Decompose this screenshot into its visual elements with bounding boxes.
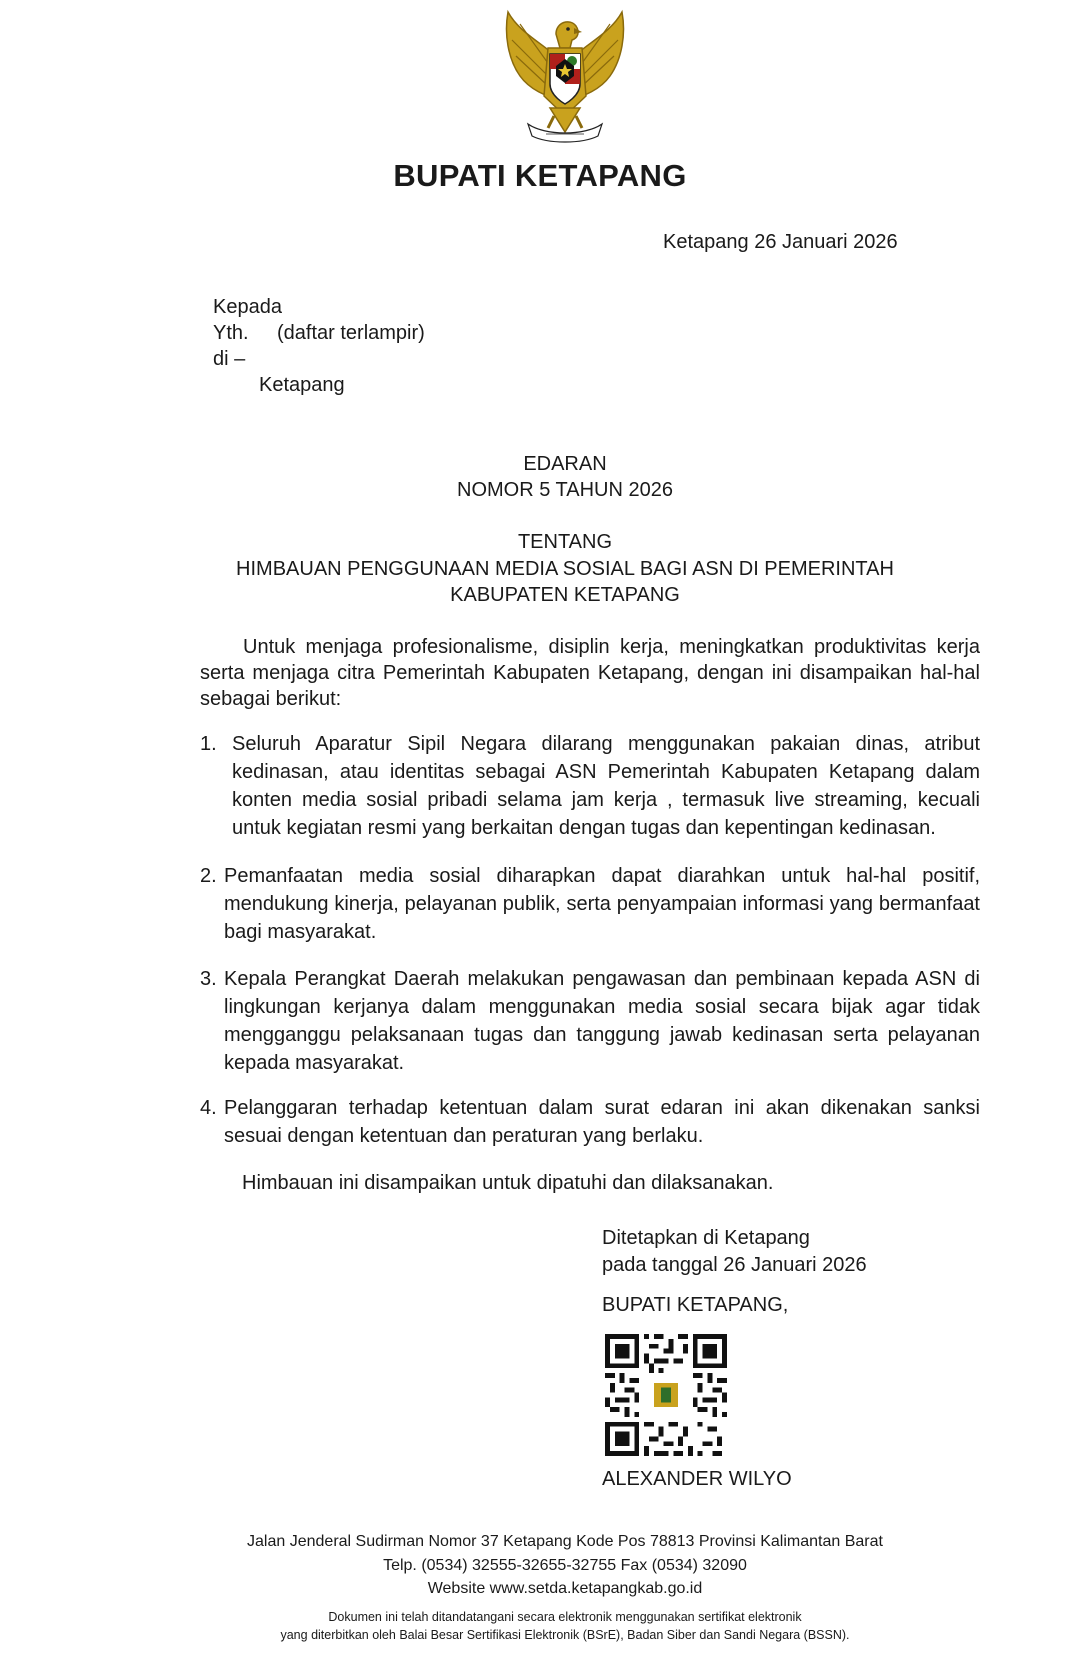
signature-ditetapkan: Ditetapkan di Ketapang bbox=[602, 1227, 810, 1249]
list-item-number: 4. bbox=[200, 1097, 217, 1119]
recipient-place: Ketapang bbox=[259, 374, 345, 396]
footer-esign-note-line2: yang diterbitkan oleh Balai Besar Sertifikasi Elektronik (BSrE), Badan Siber dan Sandi Negara (BSSN). bbox=[280, 1628, 850, 1642]
recipient-di: di – bbox=[213, 348, 246, 370]
footer-esign-note-line1: Dokumen ini telah ditandatangani secara elektronik menggunakan sertifikat elektronik bbox=[328, 1610, 802, 1624]
heading-edaran: EDARAN bbox=[523, 453, 607, 475]
heading-nomor: NOMOR 5 TAHUN 2026 bbox=[457, 479, 673, 501]
recipient-yth-value: (daftar terlampir) bbox=[277, 322, 425, 344]
heading-tentang: TENTANG bbox=[517, 531, 613, 553]
letter-title: BUPATI KETAPANG bbox=[393, 158, 687, 193]
footer-phone: Telp. (0534) 32555-32655-32755 Fax (0534) 32090 bbox=[383, 1557, 747, 1574]
intro-paragraph: Untuk menjaga profesionalisme, disiplin kerja, meningkatkan produktivitas kerja serta menjaga citra Pemerintah Kabupaten Ketapang, dengan ini disampaikan hal-hal sebagai berikut: bbox=[200, 636, 980, 710]
recipient-kepada: Kepada bbox=[213, 296, 282, 318]
recipient-yth: Yth. bbox=[213, 322, 249, 344]
date-line: Ketapang 26 Januari 2026 bbox=[663, 231, 898, 253]
qr-code-signature-icon bbox=[605, 1334, 727, 1456]
list-item-text: Seluruh Aparatur Sipil Negara dilarang menggunakan pakaian dinas, atribut kedinasan, atau identitas sebagai ASN Pemerintah Kabupaten Ketapang dalam konten media sosial pribadi selama jam kerja , termasuk live streaming, kecuali untuk kegiatan resmi yang berkaitan dengan tugas dan kepentingan kedinasan. bbox=[232, 733, 980, 839]
list-item-text: Pelanggaran terhadap ketentuan dalam surat edaran ini akan dikenakan sanksi sesuai dengan ketentuan dan peraturan yang berlaku. bbox=[224, 1097, 980, 1147]
heading-subject-line2: KABUPATEN KETAPANG bbox=[450, 584, 680, 606]
list-item-text: Pemanfaatan media sosial diharapkan dapat diarahkan untuk hal-hal positif, mendukung kinerja, pelayanan publik, serta penyampaian informasi yang bermanfaat bagi masyarakat. bbox=[224, 865, 980, 943]
signer-name: ALEXANDER WILYO bbox=[602, 1468, 792, 1490]
footer-website: Website www.setda.ketapangkab.go.id bbox=[427, 1580, 703, 1597]
heading-subject-line1: HIMBAUAN PENGGUNAAN MEDIA SOSIAL BAGI ASN DI PEMERINTAH bbox=[236, 558, 894, 580]
signature-jabatan: BUPATI KETAPANG, bbox=[602, 1294, 789, 1316]
list-item-number: 3. bbox=[200, 968, 217, 990]
garuda-emblem-icon bbox=[490, 4, 640, 150]
closing-sentence: Himbauan ini disampaikan untuk dipatuhi dan dilaksanakan. bbox=[242, 1172, 774, 1194]
signature-tanggal: pada tanggal 26 Januari 2026 bbox=[602, 1254, 867, 1276]
list-item-text: Kepala Perangkat Daerah melakukan pengawasan dan pembinaan kepada ASN di lingkungan kerjanya dalam menggunakan media sosial secara bijak agar tidak mengganggu pelaksanaan tugas dan tanggung jawab kedinasan serta pelayanan kepada masyarakat. bbox=[224, 968, 980, 1074]
list-item-number: 2. bbox=[200, 865, 217, 887]
list-item-number: 1. bbox=[200, 733, 217, 755]
footer-address: Jalan Jenderal Sudirman Nomor 37 Ketapang Kode Pos 78813 Provinsi Kalimantan Barat bbox=[247, 1533, 883, 1550]
